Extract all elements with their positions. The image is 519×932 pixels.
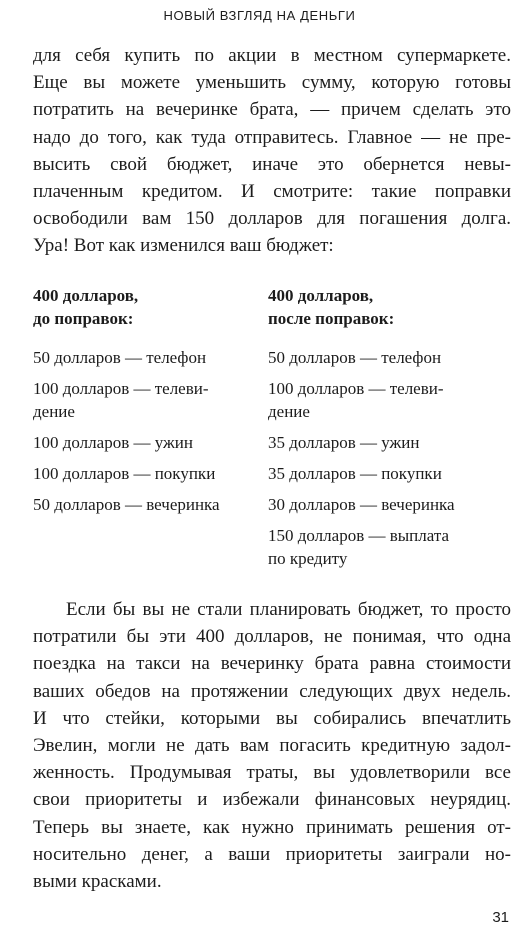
budget-item-text: 35 долларов — покупки [268, 464, 442, 483]
text-line: высить свой бюджет, иначе это обернется невы- [33, 153, 511, 175]
budget-item-text: 30 долларов — вечеринка [268, 495, 455, 514]
text-line: поездка на такси на вечеринку брата равна стоимости [33, 653, 511, 675]
budget-item-text: по кредиту [268, 549, 348, 568]
text-line: Теперь вы знаете, как нужно принимать решения от- [33, 816, 511, 838]
budget-item [33, 431, 258, 454]
page-number: 31 [492, 909, 509, 926]
budget-item [268, 431, 508, 454]
text-line: Если бы вы не стали планировать бюджет, то просто [66, 599, 511, 620]
budget-item-text: 100 долларов — ужин [33, 433, 193, 452]
text-line: женность. Продумывая траты, вы удовлетворили все [33, 762, 511, 784]
paragraph-top [33, 42, 511, 260]
text-line: Ура! Вот как изменился ваш бюджет: [33, 235, 334, 257]
budget-item [268, 346, 508, 369]
heading-line: 400 долларов, [268, 286, 374, 305]
budget-item [268, 462, 508, 485]
text-line: Эвелин, могли не дать вам погасить кредитную задол- [33, 735, 511, 757]
running-head: НОВЫЙ ВЗГЛЯД НА ДЕНЬГИ [163, 8, 356, 23]
text-line: И что стейки, которыми вы собирались впечатлить [33, 707, 511, 729]
budget-item-text: 50 долларов — телефон [33, 348, 207, 367]
budget-item [33, 346, 258, 369]
budget-before-heading [33, 284, 258, 330]
text-line: освободили вам 150 долларов для погашения долга. [33, 208, 511, 230]
text-line: выми красками. [33, 871, 162, 893]
heading-line: 400 долларов, [33, 286, 139, 305]
budget-item [268, 377, 508, 423]
text-line: плаченным кредитом. И смотрите: такие поправки [33, 181, 511, 203]
budget-item [268, 524, 508, 570]
heading-line: после поправок: [268, 309, 395, 328]
text-line: ваших обедов на протяжении следующих двух недель. [33, 680, 511, 702]
text-line: потратить на вечеринке брата, — причем сделать это [33, 99, 511, 121]
budget-item-text: 150 долларов — выплата [268, 526, 450, 545]
budget-item-text: 100 долларов — покупки [33, 464, 216, 483]
text-line: потратили бы эти 400 долларов, не понимая, что одна [33, 626, 511, 648]
budget-item-text: 100 долларов — телеви- [33, 379, 209, 398]
text-line: надо до того, как туда отправитесь. Главное — не пре- [33, 126, 511, 148]
text-line: для себя купить по акции в местном супермаркете. [33, 45, 511, 66]
budget-item [33, 493, 258, 516]
budget-item [33, 462, 258, 485]
text-line: Еще вы можете уменьшить сумму, которую готовы [33, 72, 511, 94]
budget-item-text: 100 долларов — телеви- [268, 379, 444, 398]
text-line: свои приоритеты и избежали финансовых неурядиц. [33, 789, 511, 811]
budget-before-column [33, 284, 258, 524]
budget-item [268, 493, 508, 516]
budget-after-column [268, 284, 508, 578]
budget-after-heading [268, 284, 508, 330]
budget-item-text: 35 долларов — ужин [268, 433, 420, 452]
text-line: носительно денег, а ваши приоритеты заиграли но- [33, 843, 511, 865]
heading-line: до поправок: [33, 309, 134, 328]
budget-item-text: 50 долларов — вечеринка [33, 495, 220, 514]
budget-item-text: 50 долларов — телефон [268, 348, 442, 367]
budget-item-text: дение [33, 402, 75, 421]
paragraph-bottom [33, 596, 511, 895]
budget-item-text: дение [268, 402, 310, 421]
budget-item [33, 377, 258, 423]
